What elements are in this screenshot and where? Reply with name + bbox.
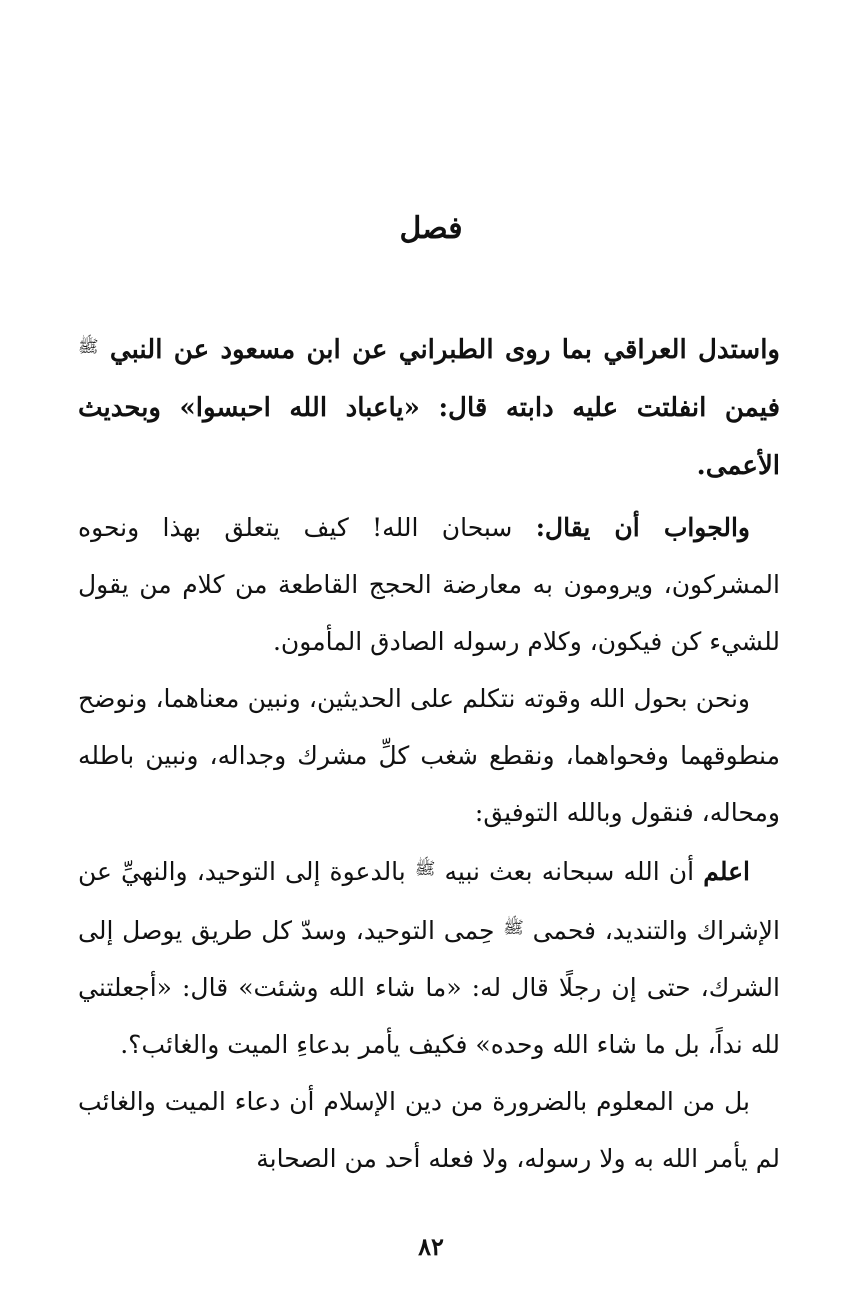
know-lead: اعلم	[703, 857, 750, 886]
pbuh-honorific: ﷺ	[78, 337, 99, 357]
paragraph-evidence	[78, 318, 780, 495]
know-text-b: بالدعوة إلى التوحيد، والنهيِّ عن الإشراك والتنديد، فحمى	[78, 857, 780, 945]
know-text-a: أن الله سبحانه بعث نبيه	[435, 857, 704, 886]
pbuh-honorific: ﷺ	[503, 918, 524, 938]
answer-lead: والجواب أن يقال:	[535, 513, 750, 542]
paragraph-answer	[78, 499, 780, 670]
paragraph-intro: ونحن بحول الله وقوته نتكلم على الحديثين، ونبين معناهما، ونوضح منطوقهما وفحواهما، ونقطع شغب كلِّ مشرك وجداله، ونبين باطله ومحاله، فنقول وبالله التوفيق:	[78, 684, 780, 827]
evidence-text-start: واستدل العراقي بما روى الطبراني عن ابن مسعود عن النبي	[98, 335, 780, 365]
pbuh-honorific: ﷺ	[414, 859, 436, 879]
section-title: فصل	[399, 211, 463, 246]
paragraph-know	[78, 841, 780, 1073]
know-text-c: حِمى التوحيد، وسدّ كل طريق يوصل إلى الشرك، حتى إن رجلًا قال له: «ما شاء الله وشئت» قال: «أجعلتني لله نداً، بل ما شاء الله وحده» فكيف يأمر بدعاءِ الميت والغائب؟.	[78, 916, 780, 1059]
paragraph-conclusion: بل من المعلوم بالضرورة من دين الإسلام أن دعاء الميت والغائب لم يأمر الله به ولا رسوله، ولا فعله أحد من الصحابة	[78, 1087, 780, 1173]
body-text	[78, 318, 780, 1187]
page-number: ٨٢	[418, 1232, 444, 1261]
evidence-text-end: فيمن انفلتت عليه دابته قال: «ياعباد الله احبسوا» وبحديث الأعمى.	[78, 393, 780, 481]
answer-text: سبحان الله! كيف يتعلق بهذا ونحوه المشركون، ويرومون به معارضة الحجج القاطعة من كلام من يقول للشيء كن فيكون، وكلام رسوله الصادق المأمون.	[78, 513, 780, 656]
